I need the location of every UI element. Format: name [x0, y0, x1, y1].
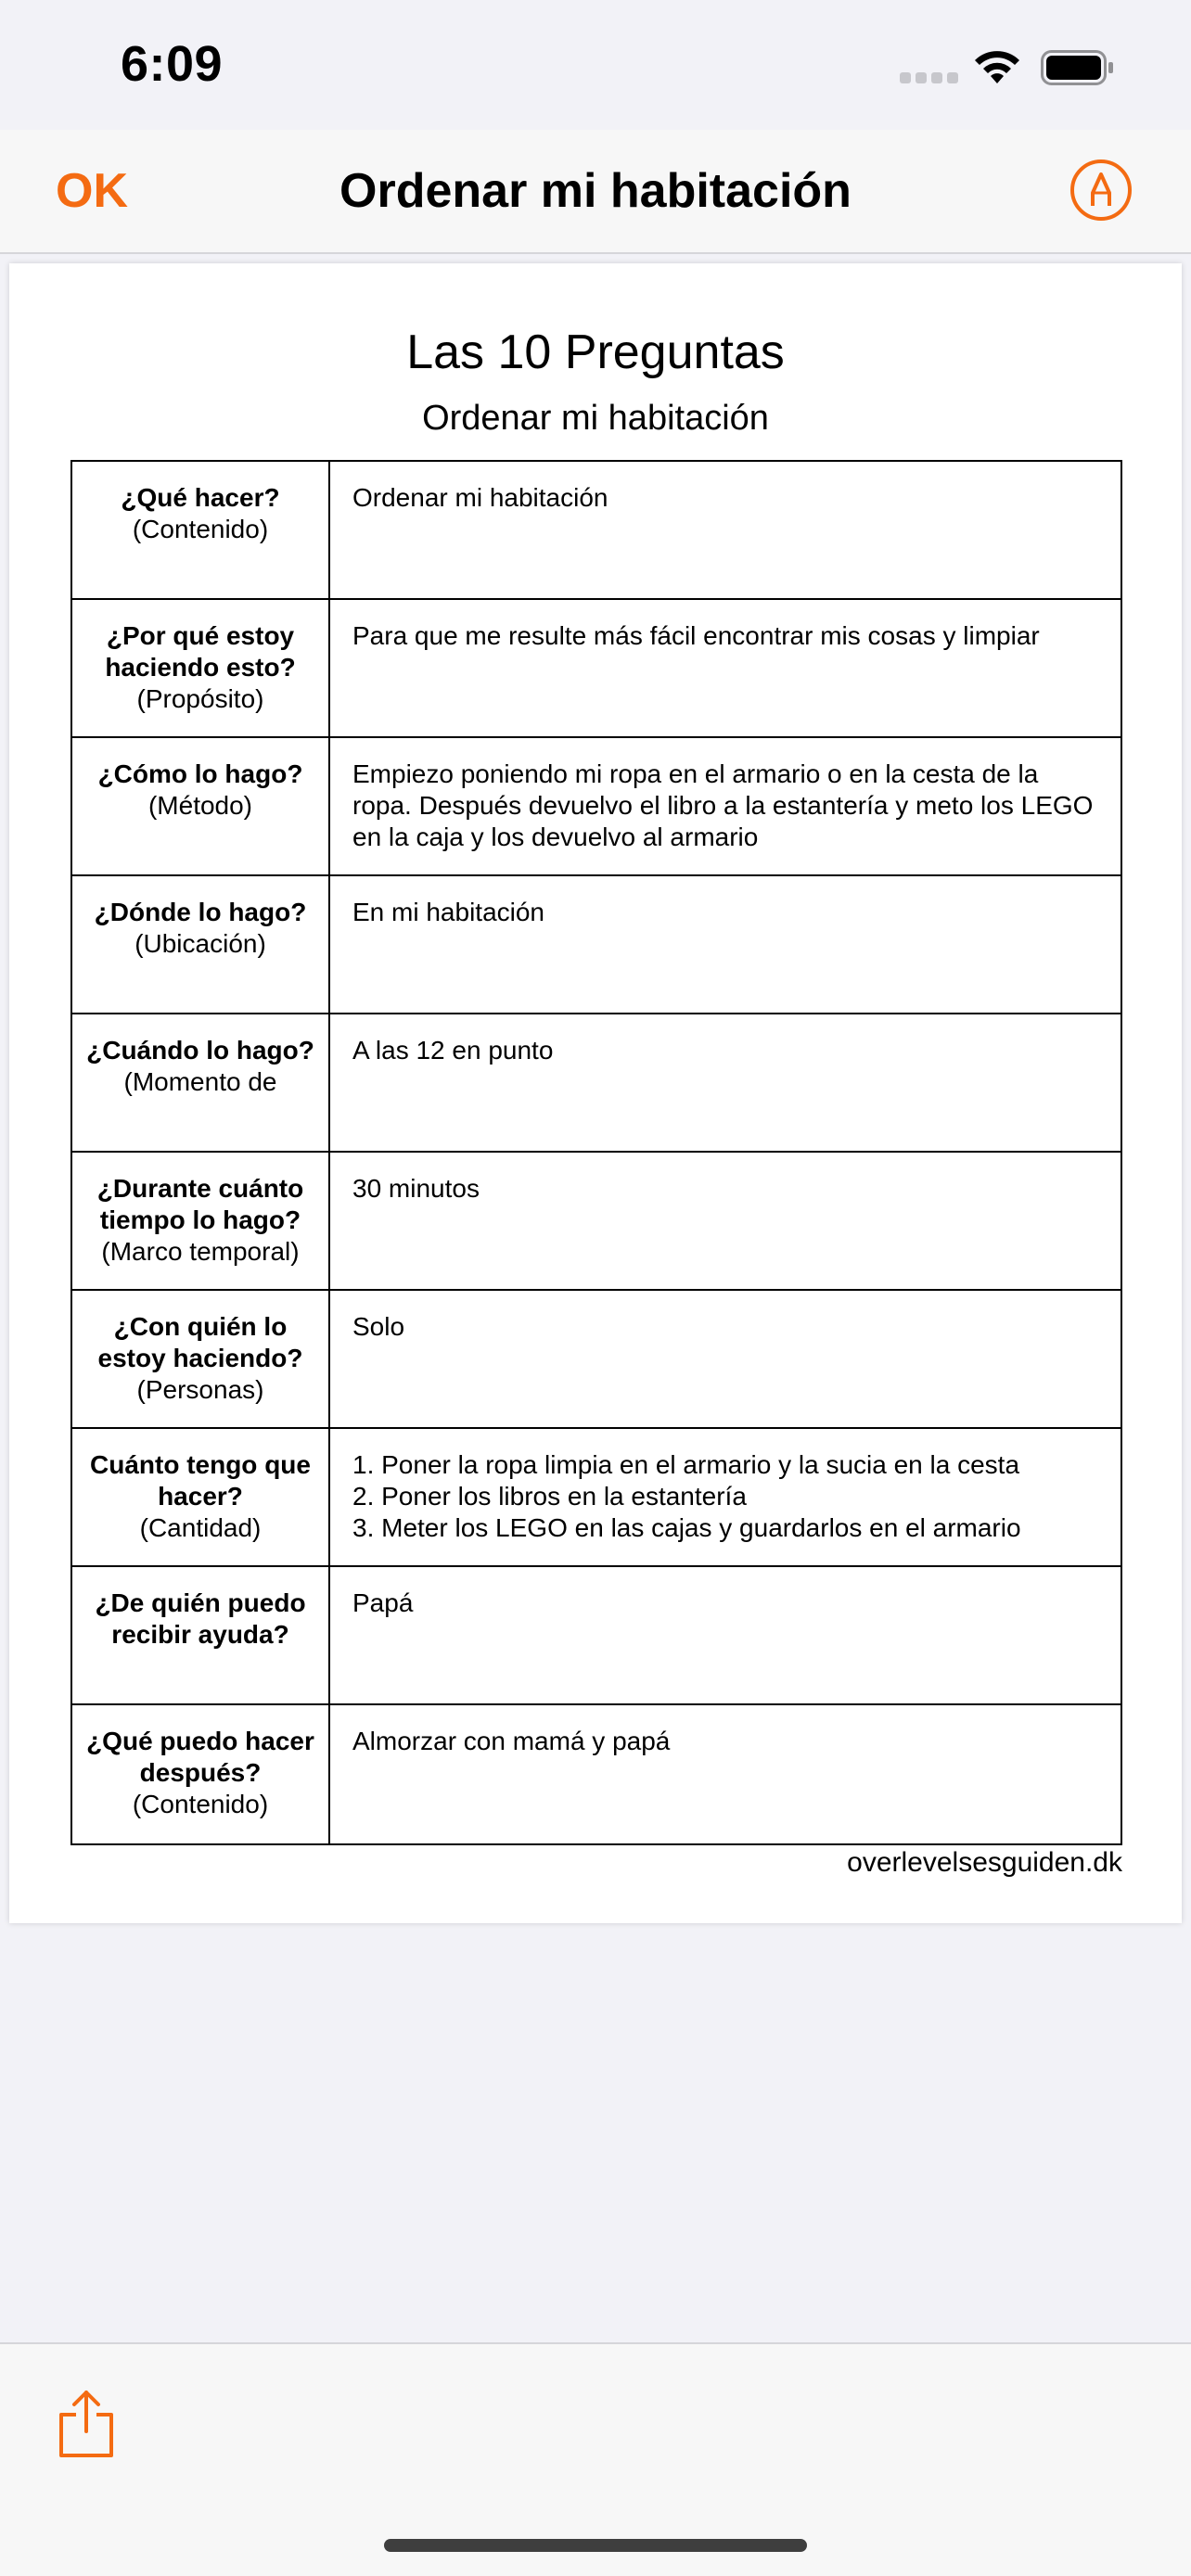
questions-table — [70, 460, 1122, 1845]
question-text: ¿Cuándo lo hago? — [86, 1036, 314, 1065]
question-category: (Método) — [147, 791, 253, 820]
question-cell — [72, 1014, 330, 1151]
question-text: ¿Con quién lo estoy haciendo? — [97, 1312, 303, 1372]
answer-cell — [330, 876, 1121, 1013]
question-cell — [72, 1705, 330, 1843]
document-footer: overlevelsesguiden.dk — [847, 1847, 1122, 1878]
question-text: ¿De quién puedo recibir ayuda? — [95, 1588, 306, 1649]
table-row — [72, 600, 1121, 738]
home-indicator — [384, 2539, 807, 2552]
status-bar — [0, 0, 1191, 130]
document-title: Las 10 Preguntas — [406, 325, 785, 379]
answer-text: Almorzar con mamá y papá — [352, 1727, 671, 1755]
document-preview[interactable] — [9, 263, 1182, 1923]
question-text: Cuánto tengo que hacer? — [90, 1450, 311, 1511]
markup-pen-icon[interactable] — [1069, 158, 1133, 223]
question-text: ¿Cómo lo hago? — [97, 759, 303, 788]
answer-text: 1. Poner la ropa limpia en el armario y la sucia en la cesta — [352, 1450, 1020, 1479]
question-text: ¿Por qué estoy haciendo esto? — [105, 621, 296, 682]
answer-text: Papá — [352, 1588, 414, 1617]
answer-text: Solo — [352, 1312, 405, 1341]
question-category: (Contenido) — [132, 1790, 269, 1818]
answer-text: 30 minutos — [352, 1174, 480, 1203]
question-text: ¿Qué hacer? — [121, 483, 280, 512]
nav-bar — [0, 130, 1191, 254]
signal-icon — [900, 72, 959, 83]
answer-text: Empiezo poniendo mi ropa en el armario o en la cesta de la ropa. Después devuelvo el libro a la estantería y meto los LEGO en la caja y los devuelvo al armario — [352, 759, 1094, 851]
answer-text: 2. Poner los libros en la estantería — [352, 1482, 747, 1511]
question-category: (Personas) — [136, 1375, 264, 1404]
answer-text: 3. Meter los LEGO en las cajas y guardarlos en el armario — [352, 1513, 1021, 1542]
question-category: (Contenido) — [132, 515, 269, 543]
question-cell — [72, 1291, 330, 1427]
question-cell — [72, 1153, 330, 1289]
ok-button[interactable]: OK — [56, 164, 128, 218]
table-row — [72, 1291, 1121, 1429]
table-row — [72, 462, 1121, 600]
answer-text: A las 12 en punto — [352, 1036, 554, 1065]
question-category: (Momento de — [123, 1067, 277, 1096]
answer-cell — [330, 1567, 1121, 1703]
question-category: (Marco temporal) — [101, 1237, 300, 1266]
table-row — [72, 1705, 1121, 1843]
question-category: (Propósito) — [136, 684, 264, 713]
question-category: (Cantidad) — [139, 1513, 262, 1542]
answer-cell — [330, 600, 1121, 736]
answer-cell — [330, 738, 1121, 874]
document-subtitle: Ordenar mi habitación — [422, 399, 769, 438]
nav-title: Ordenar mi habitación — [339, 164, 852, 218]
table-row — [72, 1014, 1121, 1153]
table-row — [72, 876, 1121, 1014]
answer-cell — [330, 1014, 1121, 1151]
answer-text: Ordenar mi habitación — [352, 483, 608, 512]
table-row — [72, 738, 1121, 876]
table-row — [72, 1567, 1121, 1705]
answer-cell — [330, 1705, 1121, 1843]
question-cell — [72, 462, 330, 598]
answer-cell — [330, 1291, 1121, 1427]
table-row — [72, 1429, 1121, 1567]
answer-text: En mi habitación — [352, 898, 545, 926]
answer-cell — [330, 462, 1121, 598]
share-icon[interactable] — [54, 2387, 119, 2461]
question-cell — [72, 876, 330, 1013]
status-time: 6:09 — [121, 36, 224, 92]
question-text: ¿Durante cuánto tiempo lo hago? — [96, 1174, 304, 1234]
question-cell — [72, 600, 330, 736]
question-text: ¿Dónde lo hago? — [94, 898, 307, 926]
table-row — [72, 1153, 1121, 1291]
question-cell — [72, 1429, 330, 1565]
answer-cell — [330, 1153, 1121, 1289]
answer-text: Para que me resulte más fácil encontrar mis cosas y limpiar — [352, 621, 1040, 650]
answer-cell — [330, 1429, 1121, 1565]
question-category: (Ubicación) — [134, 929, 266, 958]
question-cell — [72, 1567, 330, 1703]
question-cell — [72, 738, 330, 874]
question-text: ¿Qué puedo hacer después? — [86, 1727, 314, 1787]
wifi-icon — [972, 48, 1022, 85]
battery-icon — [1041, 50, 1115, 85]
